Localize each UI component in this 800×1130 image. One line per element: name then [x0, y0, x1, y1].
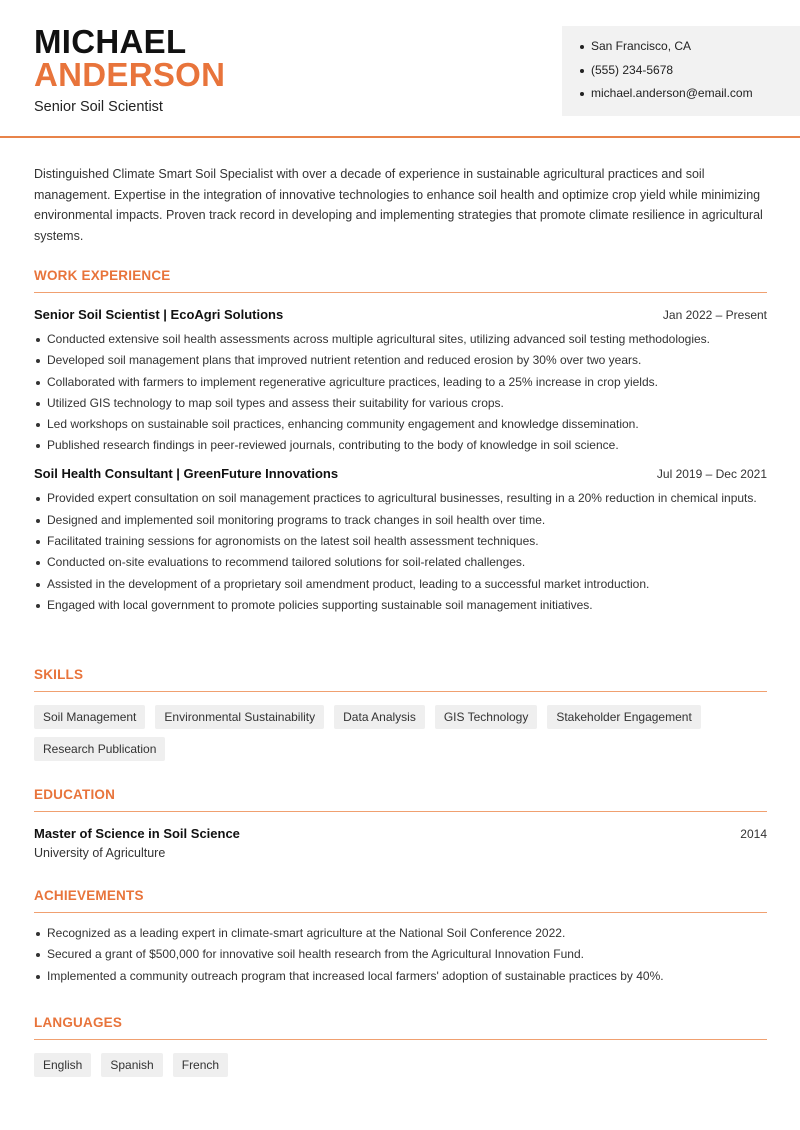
language-chip: English: [34, 1053, 91, 1077]
list-item: Developed soil management plans that improved nutrient retention and reduced erosion by 30% over two years.: [34, 352, 767, 369]
list-item: Collaborated with farmers to implement regenerative agriculture practices, leading to a 25% increase in crop yields.: [34, 374, 767, 391]
language-chip: French: [173, 1053, 228, 1077]
bullet-icon: [580, 92, 584, 96]
education-entry-header: [34, 826, 767, 841]
job-dates: Jan 2022 – Present: [662, 308, 767, 322]
section-title-languages: LANGUAGES: [34, 1015, 123, 1030]
languages-section: [34, 1015, 767, 1077]
list-item: Published research findings in peer-reviewed journals, contributing to the body of knowledge in soil science.: [34, 437, 767, 454]
job-role: Soil Health Consultant | GreenFuture Innovations: [34, 466, 339, 482]
bullet-icon: [580, 69, 584, 73]
skill-chip: GIS Technology: [435, 705, 538, 729]
list-item: Assisted in the development of a proprietary soil amendment product, leading to a successful market introduction.: [34, 576, 767, 593]
section-title-achievements: ACHIEVEMENTS: [34, 888, 144, 903]
section-divider: [34, 1039, 767, 1040]
list-item: Engaged with local government to promote policies supporting sustainable soil management initiatives.: [34, 597, 767, 614]
contact-box: [562, 26, 800, 116]
job-role: Senior Soil Scientist | EcoAgri Solutions: [34, 307, 284, 322]
skill-chip: Data Analysis: [334, 705, 425, 729]
section-title-work: WORK EXPERIENCE: [34, 268, 171, 283]
skill-chip: Research Publication: [34, 737, 165, 761]
section-divider: [34, 811, 767, 812]
section-divider: [34, 292, 767, 293]
skill-chip: Soil Management: [34, 705, 145, 729]
list-item: Recognized as a leading expert in climate-smart agriculture at the National Soil Conference 2022.: [34, 925, 767, 942]
section-title-skills: SKILLS: [34, 667, 84, 682]
last-name: ANDERSON: [34, 56, 226, 93]
job-bullets: [34, 331, 767, 454]
achievements-list: [34, 925, 767, 985]
list-item: Designed and implemented soil monitoring programs to track changes in soil health over time.: [34, 512, 767, 529]
bullet-icon: [580, 45, 584, 49]
list-item: Secured a grant of $500,000 for innovative soil health research from the Agricultural Innovation Fund.: [34, 946, 767, 963]
list-item: Conducted extensive soil health assessments across multiple agricultural sites, utilizing advanced soil testing methodologies.: [34, 331, 767, 348]
degree: Master of Science in Soil Science: [34, 826, 240, 841]
job-entry-header: [34, 307, 767, 322]
list-item: Facilitated training sessions for agronomists on the latest soil health assessment techniques.: [34, 533, 767, 550]
skills-list: [34, 705, 767, 761]
list-item: Implemented a community outreach program that increased local farmers' adoption of sustainable practices by 40%.: [34, 968, 767, 985]
languages-list: [34, 1053, 767, 1077]
job-entry-header: [34, 466, 767, 481]
skills-section: [34, 667, 767, 761]
school-name: University of Agriculture: [34, 846, 166, 860]
skill-chip: Stakeholder Engagement: [547, 705, 700, 729]
first-name: MICHAEL: [34, 23, 187, 60]
list-item: Led workshops on sustainable soil practices, enhancing community engagement and knowledge dissemination.: [34, 416, 767, 433]
education-section: [34, 787, 767, 860]
language-chip: Spanish: [101, 1053, 162, 1077]
contact-location: San Francisco, CA: [580, 39, 800, 63]
skill-chip: Environmental Sustainability: [155, 705, 324, 729]
job-dates: Jul 2019 – Dec 2021: [656, 467, 767, 482]
section-divider: [34, 912, 767, 913]
contact-phone: (555) 234-5678: [580, 63, 800, 87]
job-title: Senior Soil Scientist: [34, 99, 163, 115]
summary-paragraph: Distinguished Climate Smart Soil Specialist with over a decade of experience in sustainable agricultural practices and soil management. Expertise in the integration of innovative technologies to enhance soil health and optimize crop yield while minimizing environmental impacts. Proven track record in developing and implementing strategies that promote climate resilience in agricultural systems.: [34, 167, 763, 243]
achievements-section: [34, 888, 767, 989]
contact-email: michael.anderson@email.com: [580, 86, 800, 110]
section-divider: [34, 691, 767, 692]
list-item: Conducted on-site evaluations to recommend tailored solutions for soil-related challenges.: [34, 554, 767, 571]
list-item: Provided expert consultation on soil management practices to agricultural businesses, resulting in a 20% reduction in chemical inputs.: [34, 490, 767, 507]
section-title-education: EDUCATION: [34, 787, 116, 802]
list-item: Utilized GIS technology to map soil types and assess their suitability for various crops.: [34, 395, 767, 412]
graduation-year: 2014: [740, 827, 767, 841]
resume-header: [0, 0, 800, 138]
work-experience-section: [34, 268, 767, 618]
job-bullets: [34, 490, 767, 613]
